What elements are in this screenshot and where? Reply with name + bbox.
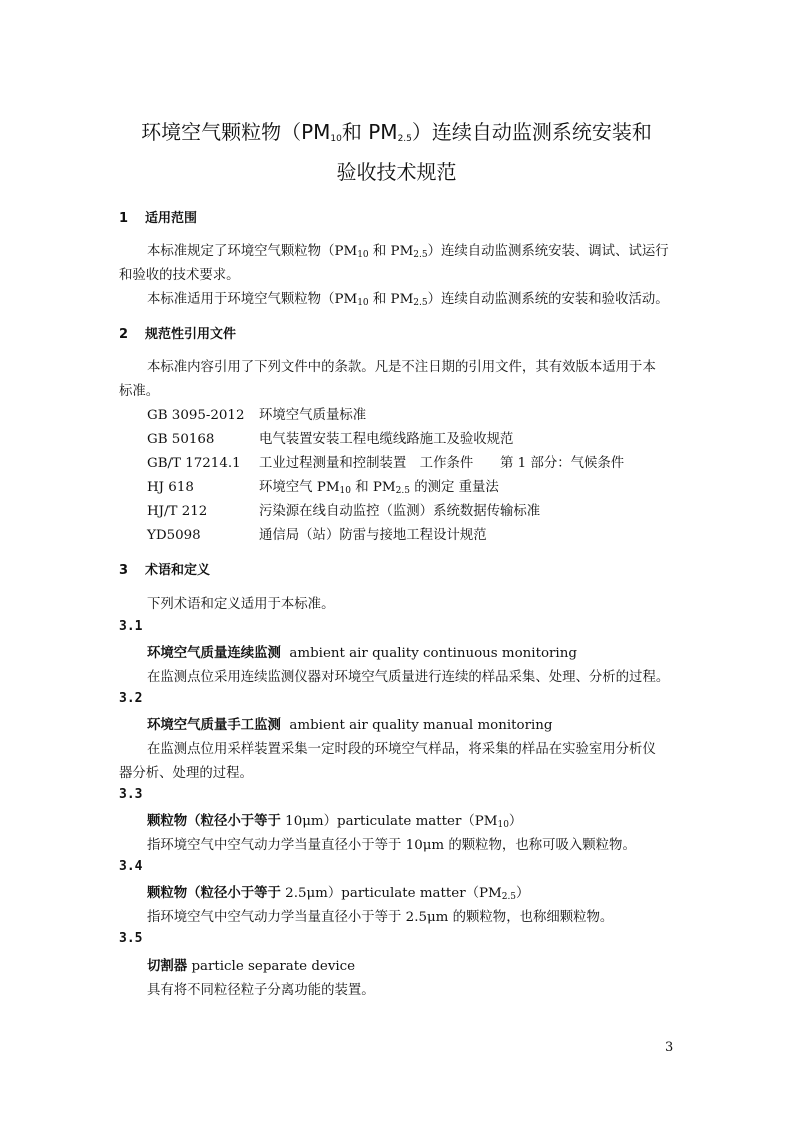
term-definition: 在监测点位采用连续监测仪器对环境空气质量进行连续的样品采集、处理、分析的过程。 [147, 670, 670, 685]
term-number: 3.5 [119, 931, 143, 946]
term-heading: 环境空气质量手工监测 ambient air quality manual monitoring [147, 718, 553, 733]
section-1-heading: 1 适用范围 [119, 211, 198, 226]
reference-item: HJ 618 环境空气 $PM_{10}$ 和 $PM_{2.5}$ 的测定 重量法 [147, 480, 499, 496]
term-heading: 颗粒物（粒径小于等于 2.5μm）particulate $matter(PM_{2.5})$ [147, 886, 530, 902]
section-3-heading: 3 术语和定义 [119, 563, 211, 578]
section-2-intro-cont: 标准。 [119, 384, 160, 399]
section-2-intro: 本标准内容引用了下列文件中的条款。凡是不注日期的引用文件，其有效版本适用于本 [147, 360, 656, 375]
term-definition: 在监测点位用采样装置采集一定时段的环境空气样品，将采集的样品在实验室用分析仪 [147, 742, 656, 757]
section-3-intro: 下列术语和定义适用于本标准。 [147, 597, 335, 612]
term-heading: 环境空气质量连续监测 ambient air quality continuous monitoring [147, 646, 577, 661]
reference-item: GB 50168 电气装置安装工程电缆线路施工及验收规范 [147, 432, 514, 447]
term-definition: 具有将不同粒径粒子分离功能的装置。 [147, 983, 375, 998]
term-heading: 颗粒物（粒径小于等于 10μm）particulate $matter(PM_{10})$ [147, 814, 523, 830]
document-title-line1: 环境空气颗粒物（$PM_{10}$和 $PM_{2.5}$）连续自动监测系统安装和 [141, 120, 652, 144]
reference-item: GB/T 17214.1 工业过程测量和控制装置 工作条件 第 1 部分：气候条件 [147, 456, 625, 471]
reference-item: YD5098 通信局（站）防雷与接地工程设计规范 [147, 528, 487, 543]
section-2-heading: 2 规范性引用文件 [119, 327, 237, 342]
term-number: 3.2 [119, 691, 143, 706]
term-heading: 切割器 particle separate device [147, 959, 356, 974]
term-definition: 指环境空气中空气动力学当量直径小于等于 2.5μm 的颗粒物，也称细颗粒物。 [147, 910, 614, 925]
term-definition-cont: 器分析、处理的过程。 [119, 766, 253, 781]
section-1-paragraph-cont: 和验收的技术要求。 [119, 268, 240, 283]
reference-item: GB 3095-2012 环境空气质量标准 [147, 408, 367, 423]
page-number: 3 [665, 1040, 674, 1055]
document-title-line2: 验收技术规范 [336, 160, 457, 184]
term-definition: 指环境空气中空气动力学当量直径小于等于 10μm 的颗粒物，也称可吸入颗粒物。 [147, 838, 636, 853]
section-1-paragraph: 本标准规定了环境空气颗粒物（$PM_{10}$ 和 $PM_{2.5}$）连续自动监测系统安装、调试、试运行 [147, 244, 669, 260]
term-number: 3.3 [119, 787, 143, 802]
section-1-paragraph-2: 本标准适用于环境空气颗粒物（$PM_{10}$ 和 $PM_{2.5}$）连续自动监测系统的安装和验收活动。 [147, 292, 669, 308]
reference-item: HJ/T 212 污染源在线自动监控（监测）系统数据传输标准 [147, 504, 541, 519]
term-number: 3.1 [119, 619, 143, 634]
term-number: 3.4 [119, 859, 143, 874]
